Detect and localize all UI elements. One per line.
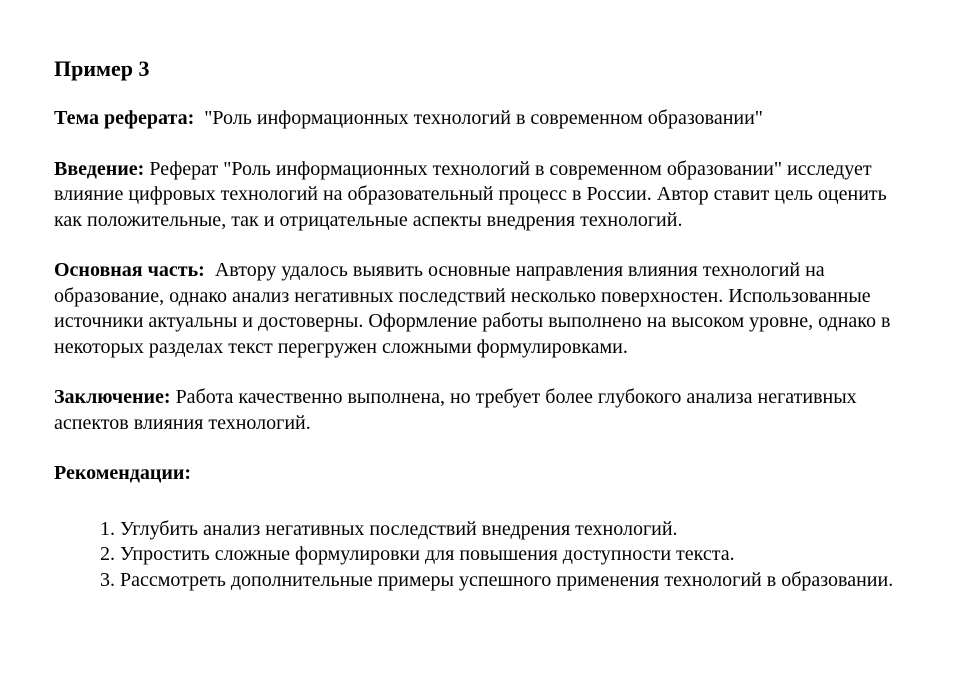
list-item: 1. Углубить анализ негативных последствий внедрения технологий. xyxy=(120,517,914,543)
conclusion-label: Заключение: xyxy=(54,386,171,408)
recommendations-list xyxy=(54,517,914,594)
main-part-label: Основная часть: xyxy=(54,259,205,281)
recommendations-label: Рекомендации: xyxy=(54,462,192,484)
introduction-label: Введение: xyxy=(54,157,145,180)
introduction-paragraph xyxy=(54,157,914,234)
main-part-text: Автору удалось выявить основные направления влияния технологий на образование, однако анализ негативных последствий несколько поверхностен. Использованные источники актуальны и достоверны. Оформление работы выполнено на высоком уровне, однако в некоторых разделах текст перегружен сложными формулировками. xyxy=(54,259,891,358)
topic-text: "Роль информационных технологий в современном образовании" xyxy=(204,107,763,129)
introduction-text: Реферат "Роль информационных технологий в современном образовании" исследует влияние цифровых технологий на образовательный процесс в России. Автор ставит цель оценить как положительные, так и отрицательные аспекты внедрения технологий. xyxy=(54,157,887,231)
conclusion-text: Работа качественно выполнена, но требует более глубокого анализа негативных аспектов влияния технологий. xyxy=(54,386,857,434)
recommendations-heading xyxy=(54,461,914,487)
document-title: Пример 3 xyxy=(54,56,150,81)
topic-paragraph xyxy=(54,106,914,132)
topic-label: Тема реферата: xyxy=(54,107,195,129)
main-part-paragraph xyxy=(54,258,914,360)
list-item: 3. Рассмотреть дополнительные примеры успешного применения технологий в образовании. xyxy=(120,568,914,594)
conclusion-paragraph xyxy=(54,385,914,436)
document-page xyxy=(54,52,914,593)
list-item: 2. Упростить сложные формулировки для повышения доступности текста. xyxy=(120,542,914,568)
